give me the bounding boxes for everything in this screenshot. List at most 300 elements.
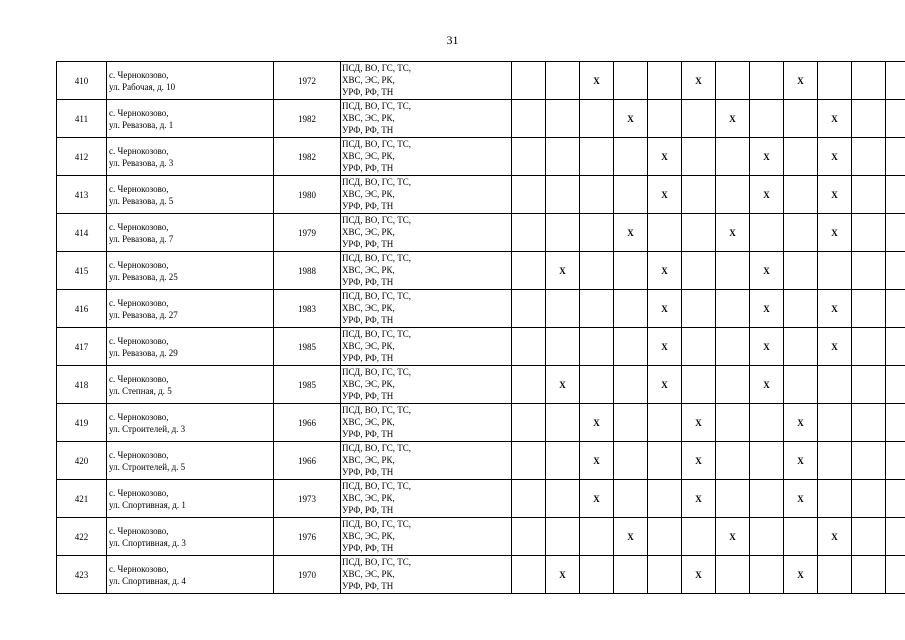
row-number: 410	[57, 62, 107, 100]
services-line: УРФ, РФ, ТН	[342, 239, 394, 249]
mark-cell-7	[716, 328, 750, 366]
services-line: ХВС, ЭС, РК,	[342, 75, 395, 85]
mark-cell-8: X	[750, 138, 784, 176]
services-line: ХВС, ЭС, РК,	[342, 303, 395, 313]
mark-cell-1	[512, 62, 546, 100]
mark-cell-8: X	[750, 176, 784, 214]
services-cell	[341, 252, 512, 290]
services-line: УРФ, РФ, ТН	[342, 429, 394, 439]
mark-cell-10: X	[818, 100, 852, 138]
mark-cell-7: X	[716, 100, 750, 138]
mark-cell-12	[886, 214, 905, 252]
address-settlement: с. Чернокозово,	[109, 221, 169, 232]
mark-cell-12	[886, 252, 905, 290]
mark-cell-1	[512, 404, 546, 442]
services-line: ХВС, ЭС, РК,	[342, 265, 395, 275]
mark-cell-11	[852, 556, 886, 594]
address-settlement: с. Чернокозово,	[109, 525, 169, 536]
mark-cell-12	[886, 480, 905, 518]
mark-cell-4	[614, 442, 648, 480]
mark-cell-5	[648, 214, 682, 252]
services-line: ПСД, ВО, ГС, ТС,	[342, 367, 412, 377]
mark-cell-6	[682, 328, 716, 366]
address-settlement: с. Чернокозово,	[109, 145, 169, 156]
mark-cell-5	[648, 480, 682, 518]
services-line: ПСД, ВО, ГС, ТС,	[342, 253, 412, 263]
mark-cell-6	[682, 176, 716, 214]
table-row	[57, 518, 905, 556]
mark-cell-1	[512, 366, 546, 404]
mark-cell-2	[546, 442, 580, 480]
mark-cell-12	[886, 290, 905, 328]
mark-cell-5: X	[648, 366, 682, 404]
year-built: 1972	[274, 62, 341, 100]
table-row	[57, 176, 905, 214]
address-settlement: с. Чернокозово,	[109, 449, 169, 460]
mark-cell-10	[818, 252, 852, 290]
address-street: ул. Спортивная, д. 1	[109, 499, 186, 510]
address-street: ул. Строителей, д. 5	[109, 461, 186, 472]
mark-cell-10	[818, 480, 852, 518]
mark-cell-7	[716, 366, 750, 404]
services-line: ПСД, ВО, ГС, ТС,	[342, 215, 412, 225]
year-built: 1983	[274, 290, 341, 328]
mark-cell-5: X	[648, 252, 682, 290]
address-street: ул. Рабочая, д. 10	[109, 81, 176, 92]
mark-cell-7: X	[716, 214, 750, 252]
table-body	[57, 62, 905, 594]
mark-cell-1	[512, 138, 546, 176]
address-cell	[107, 442, 274, 480]
services-cell	[341, 138, 512, 176]
mark-cell-6	[682, 366, 716, 404]
row-number: 423	[57, 556, 107, 594]
mark-cell-11	[852, 480, 886, 518]
mark-cell-10	[818, 404, 852, 442]
services-line: УРФ, РФ, ТН	[342, 353, 394, 363]
mark-cell-3	[580, 138, 614, 176]
address-cell	[107, 366, 274, 404]
mark-cell-11	[852, 328, 886, 366]
mark-cell-8	[750, 100, 784, 138]
services-cell	[341, 556, 512, 594]
mark-cell-8: X	[750, 328, 784, 366]
mark-cell-10: X	[818, 290, 852, 328]
mark-cell-5	[648, 100, 682, 138]
mark-cell-3	[580, 214, 614, 252]
address-street: ул. Ревазова, д. 25	[109, 271, 178, 282]
mark-cell-3: X	[580, 62, 614, 100]
mark-cell-5	[648, 556, 682, 594]
services-line: УРФ, РФ, ТН	[342, 201, 394, 211]
services-line: УРФ, РФ, ТН	[342, 125, 394, 135]
services-cell	[341, 366, 512, 404]
address-street: ул. Ревазова, д. 27	[109, 309, 178, 320]
services-line: УРФ, РФ, ТН	[342, 505, 394, 515]
mark-cell-11	[852, 176, 886, 214]
mark-cell-3	[580, 556, 614, 594]
mark-cell-1	[512, 556, 546, 594]
mark-cell-10	[818, 366, 852, 404]
mark-cell-3	[580, 366, 614, 404]
address-cell	[107, 62, 274, 100]
mark-cell-9	[784, 214, 818, 252]
address-settlement: с. Чернокозово,	[109, 259, 169, 270]
services-cell	[341, 404, 512, 442]
mark-cell-8	[750, 442, 784, 480]
mark-cell-2	[546, 176, 580, 214]
row-number: 412	[57, 138, 107, 176]
mark-cell-1	[512, 290, 546, 328]
mark-cell-9	[784, 138, 818, 176]
mark-cell-8	[750, 518, 784, 556]
mark-cell-4	[614, 252, 648, 290]
address-street: ул. Ревазова, д. 3	[109, 157, 174, 168]
address-settlement: с. Чернокозово,	[109, 335, 169, 346]
mark-cell-1	[512, 518, 546, 556]
mark-cell-8	[750, 404, 784, 442]
mark-cell-12	[886, 328, 905, 366]
mark-cell-6: X	[682, 480, 716, 518]
mark-cell-10: X	[818, 328, 852, 366]
services-line: ПСД, ВО, ГС, ТС,	[342, 63, 412, 73]
address-street: ул. Строителей, д. 3	[109, 423, 186, 434]
year-built: 1985	[274, 328, 341, 366]
row-number: 417	[57, 328, 107, 366]
mark-cell-5	[648, 62, 682, 100]
mark-cell-1	[512, 442, 546, 480]
mark-cell-11	[852, 62, 886, 100]
address-street: ул. Ревазова, д. 5	[109, 195, 174, 206]
address-settlement: с. Чернокозово,	[109, 183, 169, 194]
address-cell	[107, 290, 274, 328]
mark-cell-11	[852, 518, 886, 556]
year-built: 1982	[274, 138, 341, 176]
address-settlement: с. Чернокозово,	[109, 563, 169, 574]
mark-cell-6	[682, 138, 716, 176]
address-cell	[107, 480, 274, 518]
year-built: 1966	[274, 442, 341, 480]
mark-cell-6	[682, 214, 716, 252]
address-cell	[107, 176, 274, 214]
services-line: ПСД, ВО, ГС, ТС,	[342, 557, 412, 567]
mark-cell-5	[648, 404, 682, 442]
address-cell	[107, 214, 274, 252]
mark-cell-12	[886, 556, 905, 594]
address-street: ул. Спортивная, д. 3	[109, 537, 186, 548]
mark-cell-1	[512, 176, 546, 214]
mark-cell-9	[784, 518, 818, 556]
services-line: УРФ, РФ, ТН	[342, 581, 394, 591]
services-cell	[341, 176, 512, 214]
address-cell	[107, 556, 274, 594]
mark-cell-7	[716, 442, 750, 480]
mark-cell-4: X	[614, 518, 648, 556]
mark-cell-9: X	[784, 404, 818, 442]
services-line: ПСД, ВО, ГС, ТС,	[342, 139, 412, 149]
table-row	[57, 480, 905, 518]
mark-cell-2	[546, 138, 580, 176]
mark-cell-5: X	[648, 138, 682, 176]
year-built: 1980	[274, 176, 341, 214]
mark-cell-10: X	[818, 138, 852, 176]
mark-cell-12	[886, 176, 905, 214]
table-row	[57, 404, 905, 442]
mark-cell-1	[512, 252, 546, 290]
mark-cell-1	[512, 328, 546, 366]
row-number: 414	[57, 214, 107, 252]
mark-cell-2	[546, 214, 580, 252]
services-line: ХВС, ЭС, РК,	[342, 455, 395, 465]
row-number: 420	[57, 442, 107, 480]
services-line: УРФ, РФ, ТН	[342, 391, 394, 401]
address-settlement: с. Чернокозово,	[109, 487, 169, 498]
mark-cell-4	[614, 556, 648, 594]
mark-cell-10: X	[818, 176, 852, 214]
mark-cell-3: X	[580, 442, 614, 480]
address-cell	[107, 138, 274, 176]
mark-cell-6	[682, 518, 716, 556]
address-cell	[107, 404, 274, 442]
mark-cell-11	[852, 366, 886, 404]
row-number: 413	[57, 176, 107, 214]
mark-cell-2: X	[546, 556, 580, 594]
services-line: ХВС, ЭС, РК,	[342, 493, 395, 503]
mark-cell-2	[546, 404, 580, 442]
mark-cell-7	[716, 62, 750, 100]
mark-cell-10	[818, 556, 852, 594]
services-line: УРФ, РФ, ТН	[342, 87, 394, 97]
mark-cell-4	[614, 404, 648, 442]
mark-cell-10	[818, 442, 852, 480]
year-built: 1970	[274, 556, 341, 594]
address-settlement: с. Чернокозово,	[109, 297, 169, 308]
mark-cell-11	[852, 252, 886, 290]
year-built: 1988	[274, 252, 341, 290]
row-number: 418	[57, 366, 107, 404]
mark-cell-8: X	[750, 252, 784, 290]
mark-cell-4: X	[614, 214, 648, 252]
year-built: 1985	[274, 366, 341, 404]
services-line: ПСД, ВО, ГС, ТС,	[342, 329, 412, 339]
services-line: УРФ, РФ, ТН	[342, 543, 394, 553]
table-row	[57, 62, 905, 100]
mark-cell-4	[614, 480, 648, 518]
mark-cell-2	[546, 62, 580, 100]
services-cell	[341, 290, 512, 328]
mark-cell-8	[750, 480, 784, 518]
mark-cell-10: X	[818, 214, 852, 252]
mark-cell-5: X	[648, 290, 682, 328]
mark-cell-11	[852, 290, 886, 328]
mark-cell-5	[648, 442, 682, 480]
address-cell	[107, 328, 274, 366]
mark-cell-9	[784, 252, 818, 290]
mark-cell-11	[852, 214, 886, 252]
page-number: 31	[446, 33, 459, 47]
services-line: ХВС, ЭС, РК,	[342, 113, 395, 123]
services-line: ХВС, ЭС, РК,	[342, 227, 395, 237]
address-street: ул. Ревазова, д. 29	[109, 347, 178, 358]
table-row	[57, 442, 905, 480]
address-street: ул. Ревазова, д. 7	[109, 233, 174, 244]
mark-cell-4	[614, 62, 648, 100]
services-cell	[341, 62, 512, 100]
mark-cell-7	[716, 404, 750, 442]
mark-cell-6: X	[682, 62, 716, 100]
mark-cell-8	[750, 214, 784, 252]
services-line: ХВС, ЭС, РК,	[342, 151, 395, 161]
services-cell	[341, 518, 512, 556]
mark-cell-9: X	[784, 62, 818, 100]
mark-cell-6	[682, 100, 716, 138]
services-cell	[341, 214, 512, 252]
services-line: УРФ, РФ, ТН	[342, 315, 394, 325]
services-line: УРФ, РФ, ТН	[342, 163, 394, 173]
table-row	[57, 366, 905, 404]
services-line: ПСД, ВО, ГС, ТС,	[342, 481, 412, 491]
mark-cell-6: X	[682, 556, 716, 594]
mark-cell-4: X	[614, 100, 648, 138]
mark-cell-5: X	[648, 176, 682, 214]
mark-cell-11	[852, 404, 886, 442]
row-number: 416	[57, 290, 107, 328]
mark-cell-8: X	[750, 366, 784, 404]
services-cell	[341, 328, 512, 366]
mark-cell-2	[546, 100, 580, 138]
services-line: ПСД, ВО, ГС, ТС,	[342, 177, 412, 187]
mark-cell-7	[716, 252, 750, 290]
address-cell	[107, 252, 274, 290]
row-number: 421	[57, 480, 107, 518]
mark-cell-2	[546, 518, 580, 556]
mark-cell-8: X	[750, 290, 784, 328]
table-row	[57, 252, 905, 290]
services-line: УРФ, РФ, ТН	[342, 277, 394, 287]
mark-cell-7	[716, 176, 750, 214]
address-settlement: с. Чернокозово,	[109, 69, 169, 80]
table-row	[57, 214, 905, 252]
mark-cell-2: X	[546, 252, 580, 290]
year-built: 1966	[274, 404, 341, 442]
mark-cell-9: X	[784, 556, 818, 594]
services-cell	[341, 480, 512, 518]
services-line: ХВС, ЭС, РК,	[342, 417, 395, 427]
address-settlement: с. Чернокозово,	[109, 107, 169, 118]
year-built: 1973	[274, 480, 341, 518]
mark-cell-9	[784, 290, 818, 328]
mark-cell-12	[886, 366, 905, 404]
address-street: ул. Спортивная, д. 4	[109, 575, 186, 586]
mark-cell-1	[512, 100, 546, 138]
mark-cell-3: X	[580, 404, 614, 442]
services-line: ПСД, ВО, ГС, ТС,	[342, 405, 412, 415]
services-line: ХВС, ЭС, РК,	[342, 531, 395, 541]
services-line: ХВС, ЭС, РК,	[342, 379, 395, 389]
table-row	[57, 328, 905, 366]
services-cell	[341, 442, 512, 480]
services-line: ПСД, ВО, ГС, ТС,	[342, 101, 412, 111]
mark-cell-10	[818, 62, 852, 100]
mark-cell-12	[886, 138, 905, 176]
services-cell	[341, 100, 512, 138]
services-line: ХВС, ЭС, РК,	[342, 569, 395, 579]
table-row	[57, 100, 905, 138]
row-number: 415	[57, 252, 107, 290]
services-line: ПСД, ВО, ГС, ТС,	[342, 443, 412, 453]
mark-cell-3	[580, 328, 614, 366]
mark-cell-9	[784, 100, 818, 138]
mark-cell-4	[614, 176, 648, 214]
address-cell	[107, 100, 274, 138]
table-row	[57, 556, 905, 594]
mark-cell-12	[886, 518, 905, 556]
table-row	[57, 138, 905, 176]
mark-cell-9: X	[784, 442, 818, 480]
housing-registry-table	[56, 61, 905, 594]
services-line: ПСД, ВО, ГС, ТС,	[342, 519, 412, 529]
address-cell	[107, 518, 274, 556]
mark-cell-7: X	[716, 518, 750, 556]
mark-cell-2: X	[546, 366, 580, 404]
year-built: 1982	[274, 100, 341, 138]
address-settlement: с. Чернокозово,	[109, 411, 169, 422]
mark-cell-8	[750, 62, 784, 100]
year-built: 1979	[274, 214, 341, 252]
mark-cell-9: X	[784, 480, 818, 518]
mark-cell-2	[546, 480, 580, 518]
mark-cell-1	[512, 480, 546, 518]
mark-cell-9	[784, 176, 818, 214]
services-line: ХВС, ЭС, РК,	[342, 341, 395, 351]
mark-cell-3	[580, 518, 614, 556]
address-settlement: с. Чернокозово,	[109, 373, 169, 384]
mark-cell-1	[512, 214, 546, 252]
mark-cell-5: X	[648, 328, 682, 366]
services-line: ХВС, ЭС, РК,	[342, 189, 395, 199]
services-line: УРФ, РФ, ТН	[342, 467, 394, 477]
mark-cell-4	[614, 366, 648, 404]
mark-cell-11	[852, 138, 886, 176]
mark-cell-9	[784, 328, 818, 366]
mark-cell-2	[546, 328, 580, 366]
mark-cell-12	[886, 62, 905, 100]
mark-cell-8	[750, 556, 784, 594]
mark-cell-3	[580, 100, 614, 138]
mark-cell-6: X	[682, 404, 716, 442]
mark-cell-3: X	[580, 480, 614, 518]
mark-cell-6	[682, 252, 716, 290]
mark-cell-12	[886, 100, 905, 138]
mark-cell-2	[546, 290, 580, 328]
mark-cell-3	[580, 176, 614, 214]
row-number: 411	[57, 100, 107, 138]
mark-cell-11	[852, 100, 886, 138]
mark-cell-12	[886, 404, 905, 442]
year-built: 1976	[274, 518, 341, 556]
mark-cell-7	[716, 138, 750, 176]
mark-cell-7	[716, 480, 750, 518]
table-row	[57, 290, 905, 328]
mark-cell-12	[886, 442, 905, 480]
mark-cell-5	[648, 518, 682, 556]
mark-cell-3	[580, 290, 614, 328]
mark-cell-9	[784, 366, 818, 404]
mark-cell-4	[614, 328, 648, 366]
mark-cell-10: X	[818, 518, 852, 556]
mark-cell-4	[614, 290, 648, 328]
row-number: 422	[57, 518, 107, 556]
